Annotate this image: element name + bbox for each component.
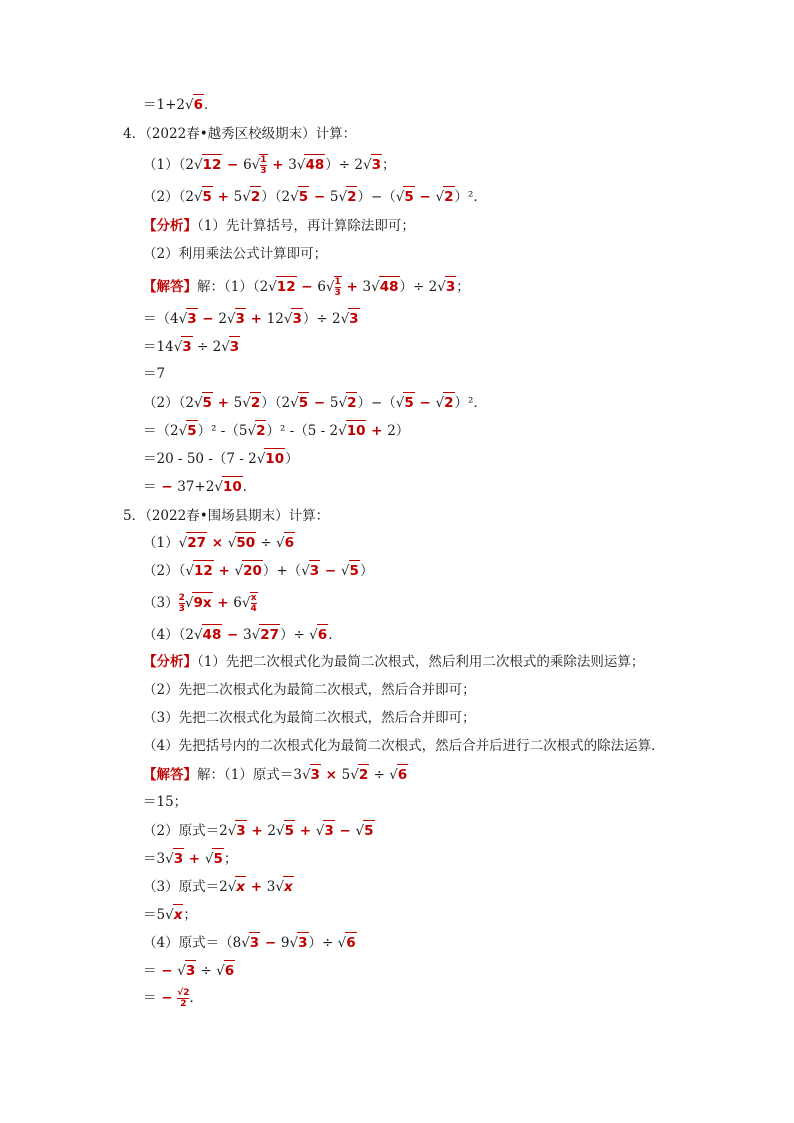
solution-line: ＝1+2√6． bbox=[143, 94, 218, 115]
q5-part-1: （1）√27 × √50 ÷ √6 bbox=[143, 532, 295, 553]
q4-solution-3: ＝14√3 ÷ 2√3 bbox=[143, 336, 240, 357]
q5-solution-9: ＝ − $\frac{√2}{2}$ ． bbox=[143, 988, 203, 1009]
q4-solution-2: ＝（4√3 − 2√3 + 12√3）÷ 2√3 bbox=[143, 308, 360, 329]
q5-analysis-1: 【分析】（1）先把二次根式化为最简二次根式，然后利用二次根式的乘除法则运算； bbox=[143, 654, 645, 670]
q4-solution-8: ＝ − 37+2√10． bbox=[143, 476, 256, 497]
q4-solution-4: ＝7 bbox=[143, 366, 166, 382]
q5-analysis-3: （3）先把二次根式化为最简二次根式，然后合并即可； bbox=[143, 710, 476, 726]
q5-solution-2: ＝15； bbox=[143, 794, 188, 810]
q4-solution-7: ＝20 - 50 -（7 - 2√10） bbox=[143, 448, 299, 469]
question-4-title: 4．（2022春•越秀区校级期末）计算： bbox=[123, 126, 357, 142]
q4-solution-6: ＝（2√5）² -（5√2）² -（5 - 2√10 + 2） bbox=[143, 420, 409, 441]
q5-solution-8: ＝ − √3 ÷ √6 bbox=[143, 960, 235, 981]
q5-solution-4: ＝3√3 + √5； bbox=[143, 848, 237, 869]
q5-part-2: （2）（√12 + √20）+（√3 − √5） bbox=[143, 560, 373, 581]
q5-part-3: （3） $\frac{2}{3}$ √9x + 6√ $\frac{x}{4}$ bbox=[143, 593, 257, 614]
q5-solution-3: （2）原式＝2√3 + 2√5 + √3 − √5 bbox=[143, 820, 375, 841]
q4-part-2: （2）（2√5 + 5√2）（2√5 − 5√2）−（√5 − √2）²． bbox=[143, 186, 487, 207]
question-5-title: 5．（2022春•围场县期末）计算： bbox=[123, 508, 330, 524]
q5-solution-1: 【解答】解：（1）原式＝3√3 × 5√2 ÷ √6 bbox=[143, 764, 408, 785]
q4-analysis-2: （2）利用乘法公式计算即可； bbox=[143, 246, 328, 262]
q5-solution-6: ＝5√x； bbox=[143, 904, 197, 925]
q4-part-1: （1）（2√12 − 6√ $\frac{1}{3}$ + 3√48）÷ 2√3； bbox=[143, 155, 396, 176]
q5-solution-5: （3）原式＝2√x + 3√x bbox=[143, 876, 294, 897]
q4-analysis-1: 【分析】（1）先计算括号，再计算除法即可； bbox=[143, 218, 415, 234]
q5-part-4: （4）（2√48 − 3√27）÷ √6． bbox=[143, 624, 342, 645]
q4-solution-5: （2）（2√5 + 5√2）（2√5 − 5√2）−（√5 − √2）²． bbox=[143, 392, 487, 413]
q5-solution-7: （4）原式＝（8√3 − 9√3）÷ √6 bbox=[143, 932, 357, 953]
q5-analysis-4: （4）先把括号内的二次根式化为最简二次根式，然后合并后进行二次根式的除法运算． bbox=[143, 738, 665, 754]
q4-solution-1: 【解答】解：（1）（2√12 − 6√ $\frac{1}{3}$ + 3√48）÷ 2√3； bbox=[143, 277, 470, 298]
q5-analysis-2: （2）先把二次根式化为最简二次根式，然后合并即可； bbox=[143, 682, 476, 698]
